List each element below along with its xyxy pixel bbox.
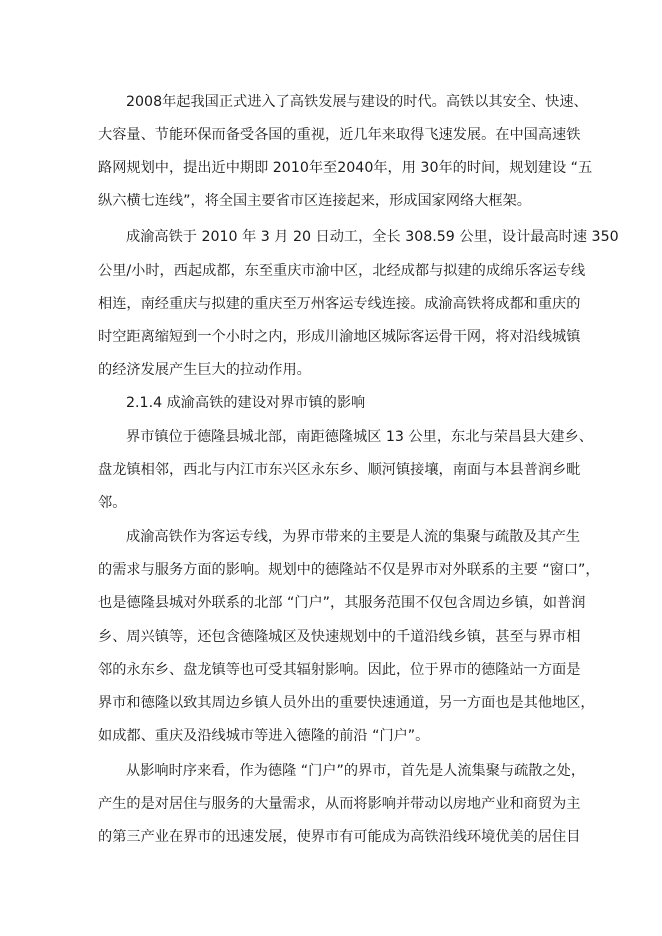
text-line: 纵六横七连线”，将全国主要省市区连接起来，形成国家网络大框架。: [98, 193, 531, 209]
text-line: 的经济发展产生巨大的拉动作用。: [98, 362, 311, 378]
text-line: 成渝高铁作为客运专线，为界市带来的主要是人流的集聚与疏散及其产生: [126, 529, 581, 545]
text-line: 邻。: [98, 495, 127, 511]
text-line: 路网规划中，提出近中期即 2010年至2040年，用 30年的时间，规划建设 “五: [98, 160, 593, 176]
text-line: 2008年起我国正式进入了高铁发展与建设的时代。高铁以其安全、快速、: [126, 94, 588, 110]
text-line: 产生的是对居住与服务的大量需求，从而将影响并带动以房地产业和商贸为主: [98, 796, 581, 812]
text-line: 从影响时序来看，作为德隆 “门户”的界市，首先是人流集聚与疏散之处，: [126, 763, 586, 779]
text-line: 成渝高铁于 2010 年 3 月 20 日动工，全长 308.59 公里，设计最高时速 350: [126, 229, 619, 245]
text-line: 也是德隆县城对外联系的北部 “门户”，其服务范围不仅包含周边乡镇，如普润: [98, 595, 586, 611]
text-line: 相连，南经重庆与拟建的重庆至万州客运专线连接。成渝高铁将成都和重庆的: [98, 296, 581, 312]
text-line: 的需求与服务方面的影响。规划中的德隆站不仅是界市对外联系的主要 “窗口”，: [98, 562, 600, 578]
text-line: 如成都、重庆及沿线城市等进入德隆的前沿 “门户”。: [98, 728, 430, 744]
text-line: 乡、周兴镇等，还包含德隆城区及快速规划中的千道沿线乡镇，甚至与界市相: [98, 629, 581, 645]
text-line: 界市和德隆以致其周边乡镇人员外出的重要快速通道，另一方面也是其他地区，: [98, 695, 595, 711]
section-heading: 2.1.4 成渝高铁的建设对界市镇的影响: [126, 395, 366, 411]
text-line: 的第三产业在界市的迅速发展，使界市有可能成为高铁沿线环境优美的居住目: [98, 829, 581, 845]
text-line: 大容量、节能环保而备受各国的重视，近几年来取得飞速发展。在中国高速铁: [98, 127, 581, 143]
text-line: 公里/小时，西起成都，东至重庆市渝中区，北经成都与拟建的成绵乐客运专线: [98, 263, 586, 279]
text-line: 邻的永东乡、盘龙镇等也可受其辐射影响。因此，位于界市的德隆站一方面是: [98, 662, 581, 678]
text-line: 盘龙镇相邻，西北与内江市东兴区永东乡、顺河镇接壤，南面与本县普润乡毗: [98, 462, 581, 478]
text-line: 界市镇位于德隆县城北部，南距德隆城区 13 公里，东北与荣昌县大建乡、: [126, 429, 593, 445]
text-line: 时空距离缩短到一个小时之内，形成川渝地区城际客运骨干网，将对沿线城镇: [98, 329, 581, 345]
